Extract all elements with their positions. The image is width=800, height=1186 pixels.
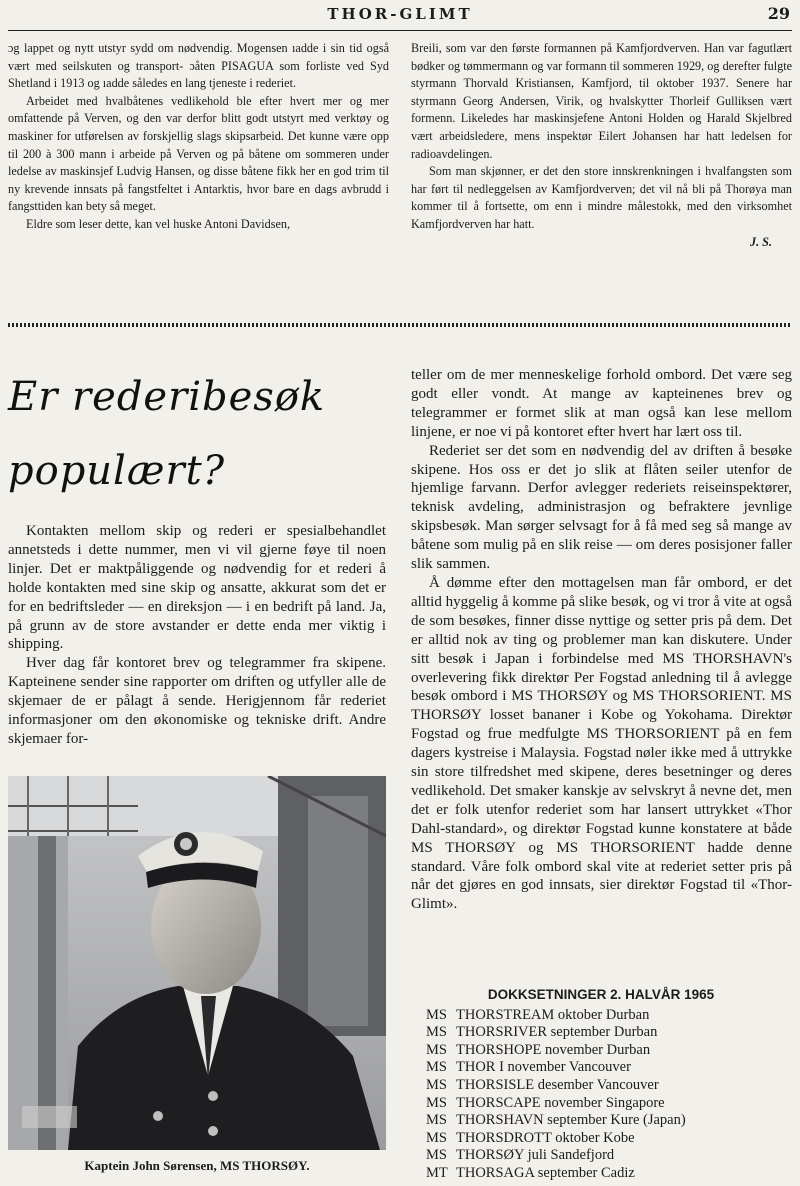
- paragraph: Hver dag får kontoret brev og telegrammer fra skipene. Kapteinene sender sine rapporter om driften og utfyller alle de skjemaer de er pålagt å sende. Herigjennom får rederiet informasjoner om den økonomiske og tekniske drift. Andre skjemaer for-: [8, 655, 386, 747]
- headline-line-2: populært?: [8, 448, 226, 494]
- docking-entry: [426, 1007, 766, 1025]
- docking-text: THORSAGA september Cadiz: [456, 1164, 635, 1181]
- vessel-prefix: MT: [426, 1164, 448, 1181]
- vessel-prefix: MS: [426, 1147, 447, 1164]
- docking-entry: [426, 1165, 766, 1183]
- continued-article-left-column: [8, 40, 389, 234]
- docking-entry: [426, 1112, 766, 1130]
- vessel-prefix: MS: [426, 1041, 447, 1058]
- article-right-column: [411, 366, 792, 914]
- article-left-column: [8, 522, 386, 749]
- docking-text: THORSCAPE november Singapore: [456, 1094, 665, 1111]
- docking-text: THORSTREAM oktober Durban: [456, 1006, 650, 1023]
- vessel-prefix: MS: [426, 1059, 447, 1076]
- docking-text: THORSISLE desember Vancouver: [456, 1076, 659, 1093]
- paragraph: Arbeidet med hvalbåtenes vedlikehold ble efter hvert mer og mer omfattende på Verven, og den var derfor blitt godt utstyrt med verktøy og maskiner for utførelsen av forskjellig slags skipsarbeid. Det kunne være opp til 200 à 300 mann i arbeide på Verven og på båtene om sommeren under ledelse av maskinsjef Ludvig Hansen, og disse båtene fikk her en god trim til ny krevende innsats på fangstfeltet i Antarktis, hvor bare en dags avbrudd i fangsttiden kan bety så meget.: [8, 93, 389, 214]
- docking-entry: [426, 1024, 766, 1042]
- paragraph: Rederiet ser det som en nødvendig del av driften å besøke skipene. Hos oss er det jo slik at flåten seiler utenfor de hjemlige farvann. Derfor avlegger rederiets reiseinspektører, teknisk avdeling, administrasjon og befraktere jevnlige skipsbesøk. Man sørger selvsagt for å få med seg så mange av båtene som mulig på en slik reise — om deres posisjoner faller slik sammen.: [411, 442, 792, 573]
- paragraph: Eldre som leser dette, kan vel huske Antoni Davidsen,: [26, 216, 291, 231]
- paragraph: Som man skjønner, er det den store innskrenkningen i hvalfangsten som har ført til nedleggelsen av Kamfjordverven; det vil nå bli på Thorøya man kommer til å fortsette, om enn i mindre målestokk, med den virksomhet Kamfjordverven har hatt.: [411, 164, 792, 231]
- docking-entry: [426, 1095, 766, 1113]
- docking-text: THOR I november Vancouver: [456, 1059, 631, 1076]
- paragraph: Å dømme efter den mottagelsen man får ombord, er det alltid hyggelig å komme på slike besøk, og vi tror å vite at også de som besøkes, finner disse nyttige og setter pris på dem. Det er alltid nok av ting og problemer man kan diskutere. Under sitt besøk i Japan i forbindelse med MS THORSHAVN's overlevering fikk direktør Per Fogstad anledning til å avlegge besøk ombord i MS THORSØY og MS THORSORIENT. MS THORSØY losset bananer i Kobe og Yokohama. Direktør Fogstad og frue medfulgte MS THORSORIENT på en fem dagers kystreise i Malaysia. Fogstad nøler ikke med å uttrykke sin store tilfredshet med skipene, deres besetninger og deres vedlikehold. Det smaker kanskje av selvskryt å nevne det, men det er folk utenfor rederiet som har lansert uttrykket «Thor Dahl-standard», og direktør Fogstad kunne konstatere at både MS THORSØY og MS THORSORIENT hadde denne standard. Våre folk ombord skal vite at rederiet setter pris på når det gjøres en god innsats, sier direktør Fogstad til «Thor-Glimt».: [411, 574, 792, 913]
- magazine-title: THOR-GLIMT: [327, 5, 473, 23]
- dockings-list: [426, 986, 766, 1183]
- docking-entry: [426, 1147, 766, 1165]
- docking-text: THORSRIVER september Durban: [456, 1024, 658, 1041]
- docking-text: THORSØY juli Sandefjord: [456, 1147, 615, 1164]
- headline-line-1: Er rederibesøk: [8, 374, 326, 420]
- paragraph: teller om de mer menneskelige forhold ombord. Det være seg godt eller vondt. At mange av kapteinenes brev og telegrammer er formet slik at man også kan lese mellom linjene, er noe vi på kontoret efter hvert har lært oss til.: [411, 367, 792, 440]
- docking-entry: [426, 1077, 766, 1095]
- vessel-prefix: MS: [426, 1006, 447, 1023]
- vessel-prefix: MS: [426, 1112, 447, 1129]
- docking-entry: [426, 1042, 766, 1060]
- paragraph: Kontakten mellom skip og rederi er spesialbehandlet annetsteds i dette nummer, men vi vil gjerne føye til noen linjer. Det er maktpåliggende og nødvendig for et rederi å holde kontakten med sine skip og ansatte, akkurat som det er for en bedriftsleder — en direksjon — i en bedrift på land. Ja, på grunn av de store avstander er dette enda mer viktig i shipping.: [8, 523, 386, 653]
- continued-article-right-column: [411, 40, 792, 251]
- article-headline: [8, 360, 398, 508]
- paragraph: ɔg lappet og nytt utstyr sydd om nødvendig. Mogensen ıadde i sin tid også vært med seilskuten og transport- ɔåten PISAGUA som forliste ved Syd Shetland i 1913 og ıadde således en lang tjeneste i rederiet.: [8, 41, 389, 91]
- vessel-prefix: MS: [426, 1094, 447, 1111]
- section-divider: [8, 323, 792, 327]
- docking-entry: [426, 1059, 766, 1077]
- vessel-prefix: MS: [426, 1129, 447, 1146]
- docking-entry: [426, 1130, 766, 1148]
- paragraph: Breili, som var den første formannen på Kamfjordverven. Han var fagutlært bødker og tømmermann og var formann til sommeren 1929, og derefter fulgte styrmann Thorvald Kristiansen, Kamfjord, til oktober 1937. Senere har styrmann Georg Andersen, Virik, og hvalskytter Thorleif Gulliksen vært formenn. Likeledes har maskinsjefene Antoni Holden og Harald Skjelbred vært arbeidsledere, mens inspektør Eilert Johansen har hatt ledelsen for radioavdelingen.: [411, 41, 792, 161]
- captain-portrait-photo: [8, 776, 386, 1150]
- docking-text: THORSDROTT oktober Kobe: [456, 1129, 635, 1146]
- docking-text: THORSHOPE november Durban: [456, 1041, 651, 1058]
- photo-caption: Kaptein John Sørensen, MS THORSØY.: [84, 1158, 310, 1173]
- author-signature: J. S.: [749, 234, 772, 249]
- docking-text: THORSHAVN september Kure (Japan): [456, 1112, 686, 1129]
- vessel-prefix: MS: [426, 1076, 447, 1093]
- page-number: 29: [767, 4, 790, 23]
- portrait-illustration: [8, 776, 386, 1150]
- page-header: [8, 0, 792, 31]
- vessel-prefix: MS: [426, 1024, 447, 1041]
- dockings-title: DOKKSETNINGER 2. HALVÅR 1965: [487, 987, 715, 1002]
